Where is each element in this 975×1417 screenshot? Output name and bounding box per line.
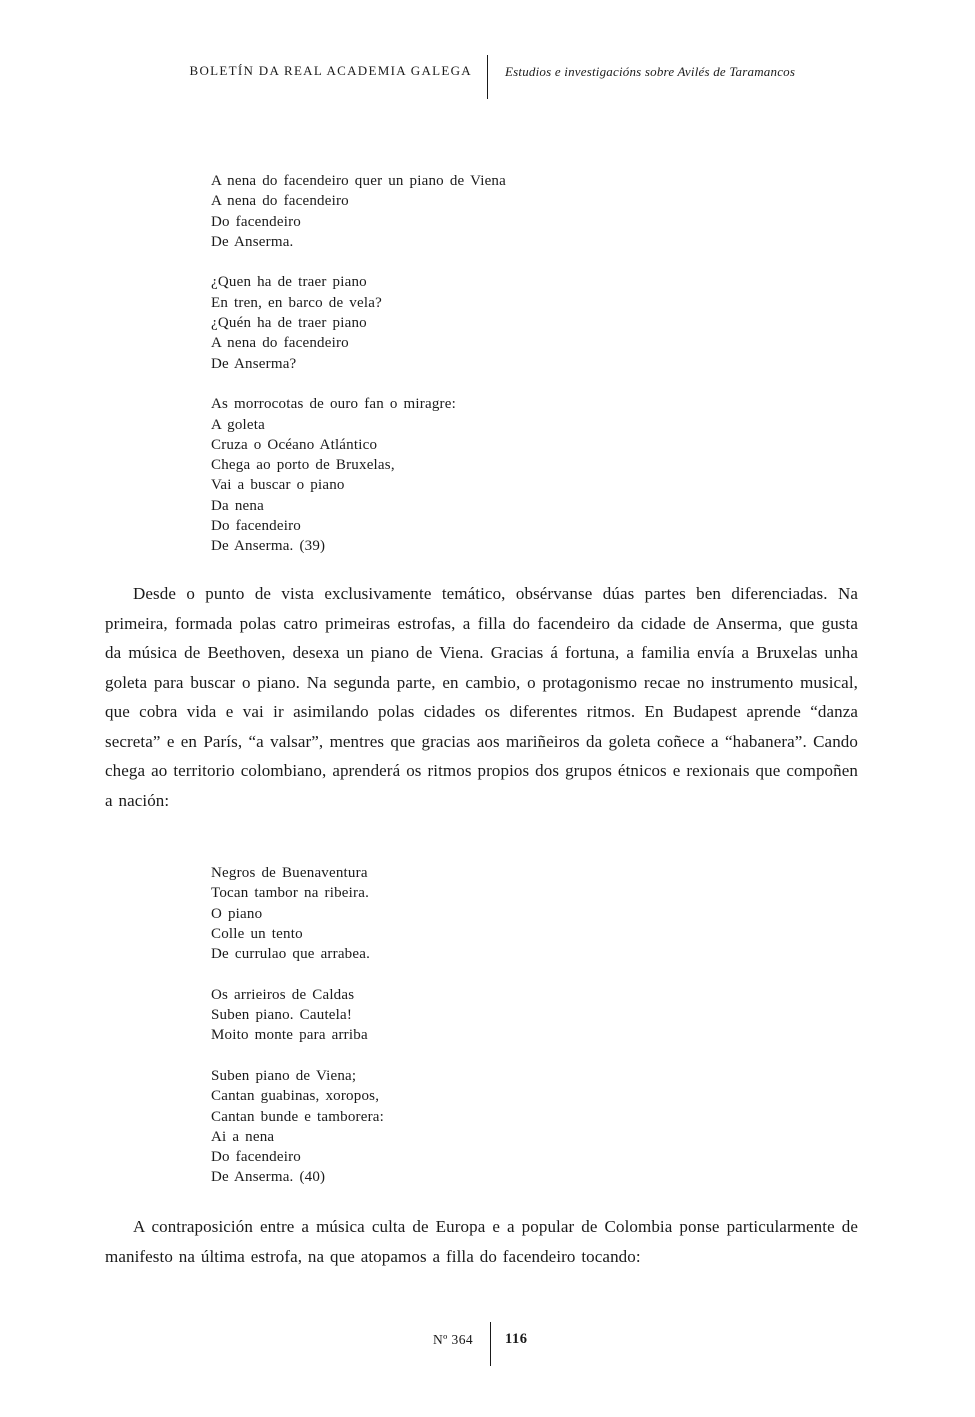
poem-line: Da nena <box>211 497 264 514</box>
poem-line: Negros de Buenaventura <box>211 865 368 881</box>
poem-line: Moito monte para arriba <box>211 1027 368 1044</box>
poem-line: Cantan guabinas, xoropos, <box>211 1088 380 1105</box>
poem-line: Suben piano de Viena; <box>211 1067 357 1084</box>
header-section-title: Estudios e investigacións sobre Avilés de Taramancos <box>505 64 796 79</box>
poem-line: A goleta <box>211 416 266 433</box>
poem-stanza <box>211 1066 384 1188</box>
issue-number: Nº 364 <box>433 1332 473 1347</box>
paragraph-2: A contraposición entre a música culta de Europa e a popular de Colombia ponse particularmente de manifesto na última estrofa, na que atopamos a filla do facendeiro tocando: <box>105 1217 858 1266</box>
poem-line: ¿Quén ha de traer piano <box>211 315 367 332</box>
poem-stanza <box>211 394 506 556</box>
poem-line: De currulao que arrabea. <box>211 946 371 963</box>
poem-stanza <box>211 985 384 1046</box>
poem-line: Do facendeiro <box>211 1149 301 1166</box>
poem-line: A nena do facendeiro quer un piano de Viena <box>211 173 506 189</box>
poem-block-2 <box>211 863 384 1188</box>
poem-stanza <box>211 171 506 252</box>
poem-line: Colle un tento <box>211 925 303 942</box>
poem-line: ¿Quen ha de traer piano <box>211 274 367 291</box>
poem-line: O piano <box>211 905 263 922</box>
poem-line: Os arrieiros de Caldas <box>211 986 355 1003</box>
poem-stanza <box>211 272 506 373</box>
header-divider <box>487 55 488 99</box>
journal-title: BOLETÍN DA REAL ACADEMIA GALEGA <box>189 63 472 78</box>
poem-line: Cantan bunde e tamborera: <box>211 1108 385 1125</box>
poem-block-1 <box>211 171 506 557</box>
page-number: 116 <box>505 1331 528 1347</box>
poem-line: De Anserma? <box>211 355 297 372</box>
poem-line: En tren, en barco de vela? <box>211 294 382 311</box>
poem-line: Do facendeiro <box>211 518 301 535</box>
poem-line: Vai a buscar o piano <box>211 477 345 494</box>
poem-line: As morrocotas de ouro fan o miragre: <box>211 396 456 413</box>
poem-line: De Anserma. <box>211 233 294 250</box>
poem-line: Suben piano. Cautela! <box>211 1007 353 1024</box>
poem-line: Do facendeiro <box>211 213 301 230</box>
poem-line: Cruza o Océano Atlántico <box>211 436 378 453</box>
poem-line: Chega ao porto de Bruxelas, <box>211 457 395 474</box>
footer-divider <box>490 1322 491 1366</box>
poem-line: De Anserma. (39) <box>211 538 326 555</box>
poem-line: Ai a nena <box>211 1128 275 1145</box>
poem-line: De Anserma. (40) <box>211 1169 326 1186</box>
poem-line: A nena do facendeiro <box>211 193 349 210</box>
poem-stanza <box>211 863 384 964</box>
paragraph-1: Desde o punto de vista exclusivamente temático, obsérvanse dúas partes ben diferenciadas. Na primeira, formada polas catro primeiras estrofas, a filla do facendeiro da cidade de Anserma, que gusta da música de Beethoven, desexa un piano de Viena. Gracias á fortuna, a familia envía a Bruxelas unha goleta para buscar o piano. Na segunda parte, en cambio, o protagonismo recae no instrumento musical, que cobra vida e vai ir asimilando polas cidades os diferentes ritmos. En Budapest aprende “danza secreta” e en París, “a valsar”, mentres que gracias aos mariñeiros da goleta coñece a “habanera”. Cando chega ao territorio colombiano, aprenderá os ritmos propios dos grupos étnicos e rexionais que compoñen a nación: <box>105 584 858 810</box>
poem-line: A nena do facendeiro <box>211 335 349 352</box>
poem-line: Tocan tambor na ribeira. <box>211 885 370 902</box>
